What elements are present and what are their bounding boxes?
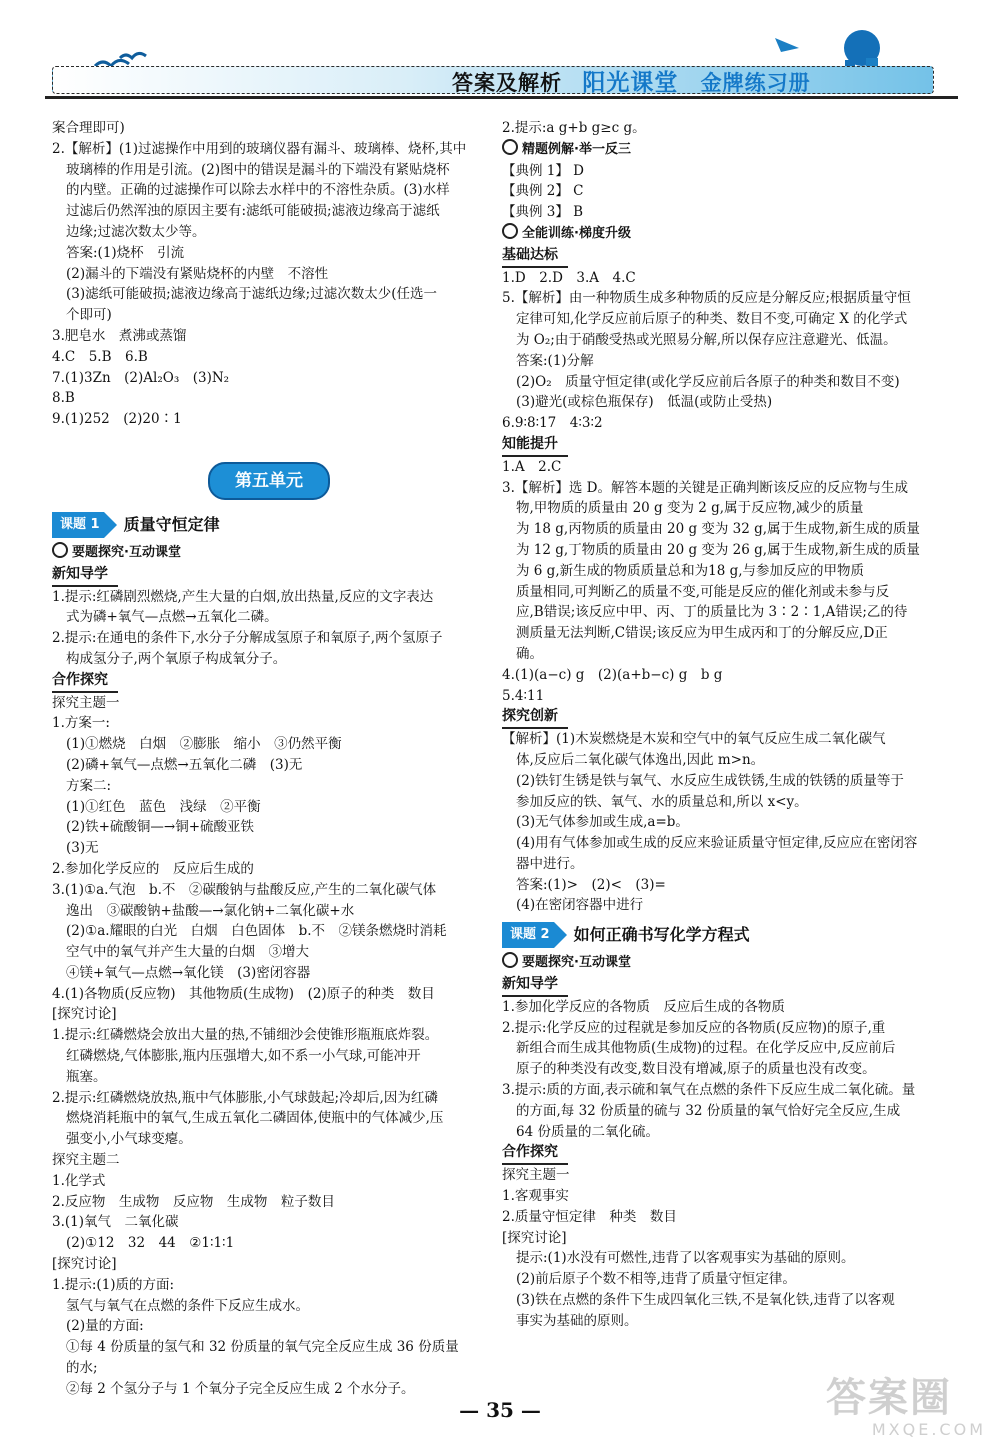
lesson-1-heading [52,512,492,538]
text-line: 5.4∶11 [502,687,545,704]
lesson-1-title: 质量守恒定律 [123,514,220,534]
text-line: 案合理即可) [52,120,125,136]
text-line: (4)用有气体参加或生成的反应来验证质量守恒定律,反应应在密闭容 [516,835,918,852]
text-line: 氢气与氧气在点燃的条件下反应生成水。 [66,1297,309,1314]
text-line: 1.参加化学反应的各物质 反应后生成的各物质 [502,998,785,1015]
text-line: (2)①a.耀眼的白光 白烟 白色固体 b.不 ②镁条燃烧时消耗 [66,923,447,940]
text-line: (2)漏斗的下端没有紧贴烧杯的内壁 不溶性 [66,265,329,282]
text-line: ④镁+氧气—点燃→氧化镁 (3)密闭容器 [66,964,311,981]
right-block-f [502,997,944,1143]
header-title [452,64,811,97]
text-line: ①每 4 份质量的氢气和 32 份质量的氧气完全反应生成 36 份质量 [66,1339,459,1356]
watermark-site: MXQE.COM [871,1420,986,1439]
text-line: 5.【解析】由一种物质生成多种物质的反应是分解反应;根据质量守恒 [502,290,911,307]
text-line: 过滤后仍然浑浊的原因主要有:滤纸可能破损;滤液边缘高于滤纸 [66,203,440,220]
text-line: (2)O₂ 质量守恒定律(或化学反应前后各原子的种类和数目不变) [516,373,900,390]
header-part2: 阳光课堂 [582,70,679,96]
text-line: 4.(1)各物质(反应物) 其他物质(生成物) (2)原子的种类 数目 [52,985,435,1002]
watermark-main: 答案圈 [826,1375,952,1421]
subsection-heading: 新知导学 [52,564,118,587]
text-line: 的内壁。正确的过滤操作可以除去水样中的不溶性杂质。(3)水样 [66,182,450,199]
text-line: 探究主题一 [502,1167,570,1184]
text-line: 4.(1)(a−c) g (2)(a+b−c) g b g [502,666,723,683]
subsection-heading: 知能提升 [502,434,568,457]
text-line: 的方面,每 32 份质量的硫与 32 份质量的氧气恰好完全反应,生成 [516,1102,901,1119]
text-line: (2)量的方面: [66,1318,144,1335]
text-line: 为 12 g,丁物质的质量由 20 g 变为 26 g,属于生成物,新生成的质量 [516,541,920,558]
text-line: 2.提示:红磷燃烧放热,瓶中气体膨胀,小气球鼓起;冷却后,因为红磷 [52,1089,438,1106]
section-icon [502,139,518,155]
text-line: 2.参加化学反应的 反应后生成的 [52,860,254,877]
subsection-heading: 探究创新 [502,706,568,729]
text-line: 强变小,小气球变瘪。 [66,1131,192,1148]
text-line: 原子的种类没有改变,数目没有增减,原子的质量也没有改变。 [516,1061,876,1078]
text-line: 2.提示:在通电的条件下,水分子分解成氢原子和氧原子,两个氢原子 [52,630,443,647]
text-line: 1.客观事实 [502,1188,569,1205]
lesson-2-tag: 课题 2 [502,922,554,948]
text-line: 答案:(1)分解 [516,352,594,369]
text-line: 应,B错误;该反应中甲、丙、丁的质量比为 3∶2∶1,A错误;乙的待 [516,604,908,621]
page-header [0,0,1000,118]
text-line: 的水; [66,1360,98,1377]
text-line: 【解析】(1)木炭燃烧是木炭和空气中的氧气反应生成二氧化碳气 [502,731,886,748]
text-line: 探究主题二 [52,1152,120,1169]
page-number: — 35 — [459,1398,541,1422]
text-line: 逸出 ③碳酸钠+盐酸—→氯化钠+二氧化碳+水 [66,902,355,919]
text-line: [探究讨论] [52,1006,117,1023]
text-line: 器中进行。 [516,855,584,872]
text-line: (2)铁钉生锈是铁与氧气、水反应生成铁锈,生成的铁锈的质量等于 [516,772,904,789]
text-line: ②每 2 个氢分子与 1 个氧分子完全反应生成 2 个水分子。 [66,1380,415,1397]
text-line: (3)无气体参加或生成,a=b。 [516,814,689,831]
text-line: 空气中的氧气并产生大量的白烟 ③增大 [66,944,309,961]
text-line: 2.质量守恒定律 种类 数目 [502,1208,677,1225]
text-line: 3.提示:质的方面,表示硫和氧气在点燃的条件下反应生成二氧化硫。量 [502,1082,916,1099]
text-line: 参加反应的铁、氧气、水的质量总和,所以 x<y。 [516,793,808,810]
text-line: (2)铁+硫酸铜—→铜+硫酸亚铁 [66,819,255,836]
lesson-1-tag: 课题 1 [52,512,104,538]
text-line: 式为磷+氧气—点燃→五氧化二磷。 [66,609,278,626]
text-line: 为 18 g,丙物质的质量由 20 g 变为 32 g,属于生成物,新生成的质量 [516,521,920,538]
text-line: 答案:(1)烧杯 引流 [66,244,185,261]
section-icon [502,952,518,968]
text-line: 个即可) [66,307,112,324]
text-line: 1.提示:红磷燃烧会放出大量的热,不铺细沙会使锥形瓶瓶底炸裂。 [52,1027,439,1044]
text-line: 1.化学式 [52,1172,106,1189]
text-line: 答案:(1)> (2)< (3)= [516,876,666,893]
text-line: 1.D 2.D 3.A 4.C [502,269,636,286]
text-line: 2.反应物 生成物 反应物 生成物 粒子数目 [52,1193,335,1210]
right-block-a [502,118,944,139]
subsection-heading: 基础达标 [502,245,568,268]
text-line: 边缘;过滤次数太少等。 [66,223,206,240]
watermark [826,1376,986,1444]
text-line: (2)磷+氧气—点燃→五氧化二磷 (3)无 [66,756,303,773]
left-block-c [52,693,492,1400]
text-line: 燃烧消耗瓶中的氧气,生成五氧化二磷固体,使瓶中的气体减少,压 [66,1110,444,1127]
text-line: 1.提示:红磷剧烈燃烧,产生大量的白烟,放出热量,反应的文字表达 [52,588,434,605]
text-line: 8.B [52,390,75,407]
text-line: 为 O₂;由于硝酸受热或光照易分解,所以保存应注意避光、低温。 [516,331,897,348]
right-block-g [502,1165,944,1331]
text-line: 方案二: [66,777,112,794]
text-line: 2.【解析】(1)过滤操作中用到的玻璃仪器有漏斗、玻璃棒、烧杯,其中 [52,140,467,157]
left-block-a [52,118,492,430]
text-line: 9.(1)252 (2)20∶1 [52,411,182,428]
text-line: (3)无 [66,840,99,857]
text-line: 1.方案一: [52,715,110,732]
section-heading: 全能训练·梯度升级 [502,223,944,245]
unit-badge: 第五单元 [208,462,330,500]
text-line: 64 份质量的二氧化硫。 [516,1123,659,1140]
section-heading: 要题探究·互动课堂 [52,542,492,564]
text-line: 新组合而生成其他物质(生成物)的过程。在化学反应中,反应前后 [516,1040,896,1057]
text-line: 【典例 3】 B [502,204,584,221]
text-line: 瓶塞。 [66,1068,107,1085]
subsection-heading: 新知导学 [502,974,568,997]
header-part3: 金牌练习册 [700,71,811,95]
text-line: 提示:(1)水没有可燃性,违背了以客观事实为基础的原则。 [516,1250,855,1267]
text-line: 【典例 2】 C [502,183,584,200]
text-line: 1.提示:(1)质的方面: [52,1276,175,1293]
text-line: 6.9∶8∶17 4∶3∶2 [502,415,603,432]
text-line: (2)前后原子个数不相等,违背了质量守恒定律。 [516,1271,796,1288]
text-line: 玻璃棒的作用是引流。(2)图中的错误是漏斗的下端没有紧贴烧杯 [66,161,450,178]
subsection-heading: 合作探究 [52,670,118,693]
text-line: 物,甲物质的质量由 20 g 变为 2 g,属于反应物,减少的质量 [516,500,864,517]
text-line: 测质量无法判断,C错误;该反应为甲生成丙和丁的分解反应,D正 [516,625,888,642]
text-line: 定律可知,化学反应前后原子的种类、数目不变,可确定 X 的化学式 [516,311,908,328]
section-icon [502,223,518,239]
text-line: (3)铁在点燃的条件下生成四氧化三铁,不是氧化铁,违背了以客观 [516,1292,895,1309]
text-line: 3.(1)氧气 二氧化碳 [52,1214,179,1231]
text-line: 【典例 1】 D [502,162,584,179]
right-column [502,118,944,1332]
text-line: 3.【解析】选 D。解答本题的关键是正确判断该反应的反应物与生成 [502,479,908,496]
text-line: 3.肥皂水 煮沸或蒸馏 [52,327,187,344]
text-line: 体,反应后二氧化碳气体逸出,因此 m>n。 [516,751,765,768]
header-decoration [0,0,1000,118]
right-block-c [502,268,944,434]
text-line: [探究讨论] [52,1256,117,1273]
text-line: 2.提示:a g+b g≥c g。 [502,120,646,136]
text-line: (1)①燃烧 白烟 ②膨胀 缩小 ③仍然平衡 [66,736,342,753]
text-line: 探究主题一 [52,694,120,711]
text-line: 2.提示:化学反应的过程就是参加反应的各物质(反应物)的原子,重 [502,1019,886,1036]
text-line: 事实为基础的原则。 [516,1312,638,1329]
text-line: (4)在密闭容器中进行 [516,897,644,914]
right-block-b [502,161,944,223]
left-block-b [52,587,492,670]
left-column [52,118,492,1400]
text-line: [探究讨论] [502,1229,567,1246]
lesson-2-heading [502,922,944,948]
right-block-d [502,457,944,707]
section-heading: 精题例解·举一反三 [502,139,944,161]
text-line: (3)避光(或棕色瓶保存) 低温(或防止受热) [516,394,773,411]
text-line: (1)①红色 蓝色 浅绿 ②平衡 [66,798,261,815]
lesson-2-title: 如何正确书写化学方程式 [573,924,750,944]
text-line: 确。 [516,645,543,662]
text-line: (3)滤纸可能破损;滤液边缘高于滤纸边缘;过滤次数太少(任选一 [66,286,437,303]
section-heading: 要题探究·互动课堂 [502,952,944,974]
right-block-e [502,729,944,916]
text-line: 构成氢分子,两个氧原子构成氧分子。 [66,650,287,667]
section-icon [52,542,68,558]
header-part1: 答案及解析 [452,71,562,95]
text-line: 为 6 g,新生成的物质质量总和为18 g,与参加反应的甲物质 [516,562,865,579]
text-line: 4.C 5.B 6.B [52,348,148,365]
text-line: 红磷燃烧,气体膨胀,瓶内压强增大,如不系一小气球,可能冲开 [66,1048,421,1065]
text-line: 1.A 2.C [502,458,562,475]
text-line: 3.(1)①a.气泡 b.不 ②碳酸钠与盐酸反应,产生的二氧化碳气体 [52,881,437,898]
text-line: 7.(1)3Zn (2)Al₂O₃ (3)N₂ [52,369,230,386]
subsection-heading: 合作探究 [502,1142,568,1165]
text-line: (2)①12 32 44 ②1∶1∶1 [66,1235,235,1252]
text-line: 质量相同,可判断乙的质量不变,可能是反应的催化剂或未参与反 [516,583,890,600]
